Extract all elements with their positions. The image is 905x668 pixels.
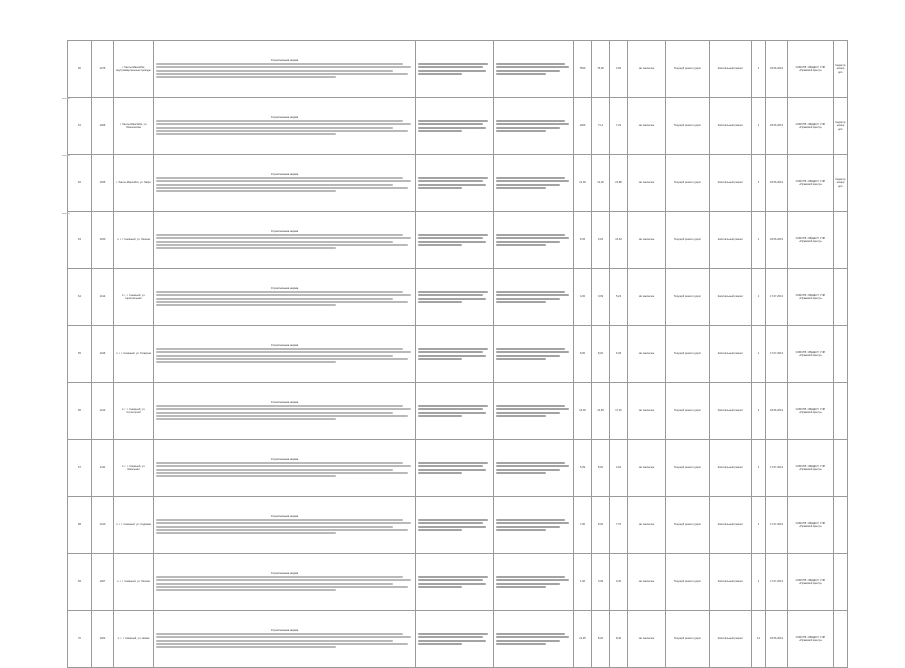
table-row <box>68 497 848 554</box>
row-value-b: 22,88 <box>610 155 628 212</box>
row-number: 65 <box>68 326 92 383</box>
row-notes-b <box>494 155 574 212</box>
row-note <box>834 611 848 668</box>
row-date: 18.06.2013 <box>766 98 788 155</box>
row-id: 1402 <box>92 611 114 668</box>
row-value-a: 8,20 <box>592 497 610 554</box>
row-description <box>154 212 416 269</box>
row-date: 17.07.2013 <box>766 326 788 383</box>
row-count: 1 <box>752 155 766 212</box>
row-number: 61 <box>68 98 92 155</box>
row-location: п. г. т. Снежный, ул. Гагарина <box>114 326 154 383</box>
row-section-title: Строительная норма <box>270 570 299 575</box>
row-notes-a <box>416 554 494 611</box>
row-organization: СОБСТВ. ОБЩЕСТ. УЧР. «Правовой Центр» <box>788 611 834 668</box>
row-section-title: Строительная норма <box>270 171 299 176</box>
row-number: 62 <box>68 155 92 212</box>
row-work-type: Текущий ремонт дорог <box>666 41 710 98</box>
row-sum: 21,25 <box>574 611 592 668</box>
row-count: 1 <box>752 212 766 269</box>
row-sum: 7500 <box>574 41 592 98</box>
row-value-a: 8,20 <box>592 440 610 497</box>
row-category: Капитальный ремонт <box>710 554 752 611</box>
row-sum: 8,00 <box>574 326 592 383</box>
row-sum: 7,00 <box>574 497 592 554</box>
row-category: Капитальный ремонт <box>710 212 752 269</box>
row-description <box>154 383 416 440</box>
row-note <box>834 269 848 326</box>
row-sum: 1400 <box>574 98 592 155</box>
row-work-type: Текущий ремонт дорог <box>666 497 710 554</box>
row-work-type: Текущий ремонт дорог <box>666 155 710 212</box>
row-description <box>154 41 416 98</box>
row-number: 60 <box>68 41 92 98</box>
row-date: 18.06.2013 <box>766 41 788 98</box>
row-status: Не заключен <box>628 212 666 269</box>
table-body <box>68 41 848 668</box>
row-value-b: 6,36 <box>610 326 628 383</box>
row-value-a: 9,26 <box>592 212 610 269</box>
row-notes-a <box>416 611 494 668</box>
row-organization: СОБСТВ. ОБЩЕСТ. УЧР. «Правовой Центр» <box>788 497 834 554</box>
row-notes-b <box>494 440 574 497</box>
row-status: Не заключен <box>628 155 666 212</box>
row-note <box>834 326 848 383</box>
row-id: 1412 <box>92 383 114 440</box>
row-value-a: 12,30 <box>592 155 610 212</box>
row-organization: СОБСТВ. ОБЩЕСТ. УЧР. «Правовой Центр» <box>788 41 834 98</box>
row-note <box>834 440 848 497</box>
row-work-type: Текущий ремонт дорог <box>666 440 710 497</box>
row-organization: СОБСТВ. ОБЩЕСТ. УЧР. «Правовой Центр» <box>788 98 834 155</box>
row-organization: СОБСТВ. ОБЩЕСТ. УЧР. «Правовой Центр» <box>788 212 834 269</box>
row-location: п. г. т. Снежный, ул. Строителей <box>114 383 154 440</box>
row-description <box>154 155 416 212</box>
row-section-title: Строительная норма <box>270 285 299 290</box>
table-row <box>68 326 848 383</box>
row-notes-a <box>416 383 494 440</box>
row-value-a: 8,20 <box>592 326 610 383</box>
row-section-title: Строительная норма <box>270 399 299 404</box>
row-category: Капитальный ремонт <box>710 41 752 98</box>
row-date: 18.06.2013 <box>766 383 788 440</box>
row-status: Не заключен <box>628 440 666 497</box>
row-notes-a <box>416 155 494 212</box>
row-status: Не заключен <box>628 554 666 611</box>
table-row <box>68 440 848 497</box>
row-date: 18.06.2013 <box>766 155 788 212</box>
table-row <box>68 212 848 269</box>
row-description <box>154 269 416 326</box>
row-category: Капитальный ремонт <box>710 98 752 155</box>
document-page <box>67 40 847 642</box>
row-organization: СОБСТВ. ОБЩЕСТ. УЧР. «Правовой Центр» <box>788 269 834 326</box>
row-value-a: 0,39 <box>592 269 610 326</box>
row-location: г. Ханты-Мансийск, ул. Мира <box>114 155 154 212</box>
row-section-title: Строительная норма <box>270 57 299 62</box>
row-notes-b <box>494 554 574 611</box>
row-sum: 1,00 <box>574 554 592 611</box>
row-notes-b <box>494 41 574 98</box>
row-notes-b <box>494 212 574 269</box>
row-value-a: 8,20 <box>592 611 610 668</box>
row-section-title: Строительная норма <box>270 627 299 632</box>
row-location: п. г. т. Снежный, ул. Лесная <box>114 554 154 611</box>
row-notes-b <box>494 326 574 383</box>
row-id: 1426 <box>92 326 114 383</box>
row-value-b: 10,64 <box>610 212 628 269</box>
row-notes-b <box>494 269 574 326</box>
table-row <box>68 611 848 668</box>
row-note <box>834 212 848 269</box>
row-category: Капитальный ремонт <box>710 440 752 497</box>
row-number: 63 <box>68 212 92 269</box>
row-status: Не заключен <box>628 611 666 668</box>
row-value-a: 14,60 <box>592 383 610 440</box>
row-location: п. г. т. Снежный, ул. Школьная <box>114 440 154 497</box>
row-section-title: Строительная норма <box>270 513 299 518</box>
row-sum: 21,00 <box>574 155 592 212</box>
table-row <box>68 41 848 98</box>
row-id: 1466 <box>92 98 114 155</box>
row-value-b: 7,76 <box>610 497 628 554</box>
row-category: Капитальный ремонт <box>710 326 752 383</box>
table-row <box>68 269 848 326</box>
row-count: 1 <box>752 269 766 326</box>
row-date: 18.06.2013 <box>766 212 788 269</box>
row-value-b: 0,30 <box>610 554 628 611</box>
row-sum: 8,35 <box>574 212 592 269</box>
row-organization: СОБСТВ. ОБЩЕСТ. УЧР. «Правовой Центр» <box>788 440 834 497</box>
row-value-b: 8,40 <box>610 611 628 668</box>
row-value-a: 71,4 <box>592 98 610 155</box>
row-id: 1475 <box>92 41 114 98</box>
row-sum: 4,00 <box>574 269 592 326</box>
row-organization: СОБСТВ. ОБЩЕСТ. УЧР. «Правовой Центр» <box>788 383 834 440</box>
row-count: 1 <box>752 41 766 98</box>
row-sum: 5,39 <box>574 440 592 497</box>
row-description <box>154 326 416 383</box>
row-section-title: Строительная норма <box>270 456 299 461</box>
row-work-type: Текущий ремонт дорог <box>666 554 710 611</box>
row-id: 1410 <box>92 497 114 554</box>
row-category: Капитальный ремонт <box>710 155 752 212</box>
row-id: 1455 <box>92 155 114 212</box>
row-notes-a <box>416 440 494 497</box>
row-category: Капитальный ремонт <box>710 383 752 440</box>
row-notes-a <box>416 41 494 98</box>
row-status: Не заключен <box>628 326 666 383</box>
row-value-b: 7,22 <box>610 98 628 155</box>
row-organization: СОБСТВ. ОБЩЕСТ. УЧР. «Правовой Центр» <box>788 326 834 383</box>
row-count: 1 <box>752 383 766 440</box>
row-description <box>154 554 416 611</box>
row-section-title: Строительная норма <box>270 342 299 347</box>
row-section-title: Строительная норма <box>270 228 299 233</box>
row-id: 1414 <box>92 269 114 326</box>
table-row <box>68 98 848 155</box>
row-number: 64 <box>68 269 92 326</box>
row-section-title: Строительная норма <box>270 114 299 119</box>
row-date: 17.07.2013 <box>766 269 788 326</box>
row-description <box>154 497 416 554</box>
row-note: Кадастр. номер доп. <box>834 98 848 155</box>
row-note <box>834 497 848 554</box>
row-notes-b <box>494 611 574 668</box>
row-work-type: Текущий ремонт дорог <box>666 383 710 440</box>
row-notes-a <box>416 212 494 269</box>
row-number: 66 <box>68 383 92 440</box>
row-work-type: Текущий ремонт дорог <box>666 269 710 326</box>
row-status: Не заключен <box>628 497 666 554</box>
row-id: 1450 <box>92 212 114 269</box>
row-work-type: Текущий ремонт дорог <box>666 212 710 269</box>
row-location: п. г. т. Снежный, ул. Центральная <box>114 269 154 326</box>
row-status: Не заключен <box>628 98 666 155</box>
row-location: п. г. т. Снежный, ул. Ленина <box>114 212 154 269</box>
row-location: г. Ханты-Мансийск, ул. Ломоносова <box>114 98 154 155</box>
row-work-type: Текущий ремонт дорог <box>666 611 710 668</box>
row-value-b: 17,31 <box>610 383 628 440</box>
row-number: 67 <box>68 440 92 497</box>
row-date: 17.07.2013 <box>766 440 788 497</box>
row-location: п. г. т. Снежный, ул. Садовая <box>114 497 154 554</box>
table-row <box>68 383 848 440</box>
row-notes-a <box>416 497 494 554</box>
row-date: 17.07.2013 <box>766 554 788 611</box>
row-description <box>154 98 416 155</box>
row-notes-a <box>416 269 494 326</box>
row-description <box>154 440 416 497</box>
table-row <box>68 554 848 611</box>
row-note <box>834 554 848 611</box>
row-count: 1 <box>752 440 766 497</box>
row-number: 68 <box>68 497 92 554</box>
row-note: Кадастр. номер доп. <box>834 41 848 98</box>
row-count: 1 <box>752 554 766 611</box>
row-notes-b <box>494 497 574 554</box>
row-count: 14 <box>752 611 766 668</box>
row-count: 1 <box>752 98 766 155</box>
row-number: 70 <box>68 611 92 668</box>
row-notes-b <box>494 98 574 155</box>
row-value-b: 4,64 <box>610 440 628 497</box>
row-status: Не заключен <box>628 383 666 440</box>
row-work-type: Текущий ремонт дорог <box>666 98 710 155</box>
row-value-b: 4,50 <box>610 41 628 98</box>
row-category: Капитальный ремонт <box>710 269 752 326</box>
row-organization: СОБСТВ. ОБЩЕСТ. УЧР. «Правовой Центр» <box>788 155 834 212</box>
row-description <box>154 611 416 668</box>
row-notes-a <box>416 98 494 155</box>
row-location: г. Ханты-Мансийск, внутриквартальные проезды <box>114 41 154 98</box>
row-id: 1407 <box>92 554 114 611</box>
row-organization: СОБСТВ. ОБЩЕСТ. УЧР. «Правовой Центр» <box>788 554 834 611</box>
row-value-b: 5,24 <box>610 269 628 326</box>
row-location: п. г. т. Снежный, ул. Новая <box>114 611 154 668</box>
row-work-type: Текущий ремонт дорог <box>666 326 710 383</box>
table-row <box>68 155 848 212</box>
row-id: 1411 <box>92 440 114 497</box>
row-value-a: 0,39 <box>592 554 610 611</box>
row-category: Капитальный ремонт <box>710 497 752 554</box>
row-sum: 16,00 <box>574 383 592 440</box>
row-date: 17.07.2013 <box>766 497 788 554</box>
row-date: 18.06.2013 <box>766 611 788 668</box>
row-notes-a <box>416 326 494 383</box>
row-count: 1 <box>752 497 766 554</box>
row-count: 1 <box>752 326 766 383</box>
row-category: Капитальный ремонт <box>710 611 752 668</box>
row-notes-b <box>494 383 574 440</box>
row-number: 69 <box>68 554 92 611</box>
row-status: Не заключен <box>628 269 666 326</box>
row-note <box>834 383 848 440</box>
row-value-a: 75,00 <box>592 41 610 98</box>
row-note: Кадастр. номер доп. <box>834 155 848 212</box>
row-status: Не заключен <box>628 41 666 98</box>
register-table <box>67 40 848 668</box>
